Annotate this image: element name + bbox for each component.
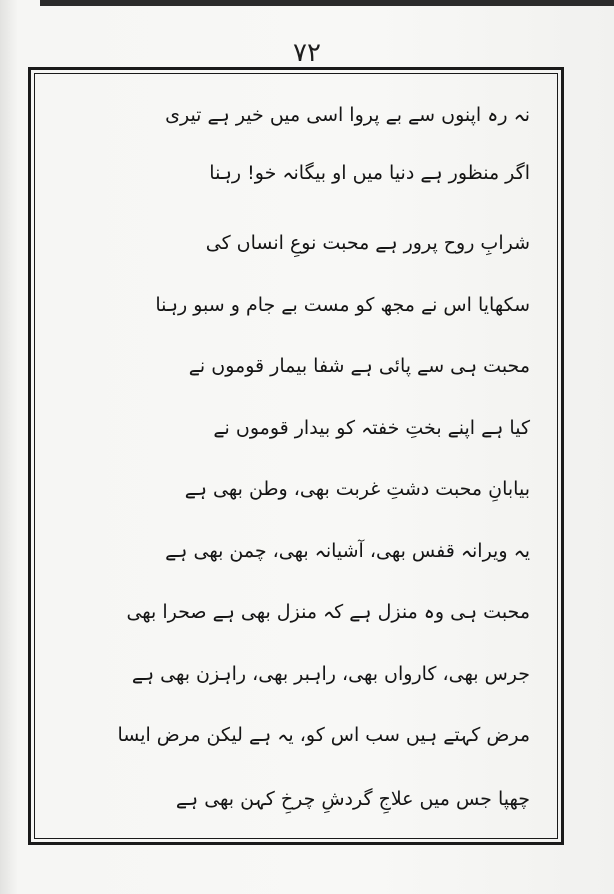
verse-line: مرض کہتے ہیں سب اس کو، یہ ہے لیکن مرض ایسا [117, 724, 530, 746]
verse-line: محبت ہی سے پائی ہے شفا بیمار قوموں نے [188, 355, 530, 377]
verse-line: یہ ویرانہ قفس بھی، آشیانہ بھی، چمن بھی ہے [165, 540, 530, 562]
page-number: ٧٢ [293, 38, 321, 68]
verse-line: اگر منظور ہے دنیا میں او بیگانہ خو! رہنا [209, 162, 530, 184]
verse-line: نہ رہ اپنوں سے بے پروا اسی میں خیر ہے تیری [165, 104, 530, 126]
verse-line: سکھایا اس نے مجھ کو مست بے جام و سبو رہنا [155, 294, 530, 316]
verse-line: چھپا جس میں علاجِ گردشِ چرخِ کہن بھی ہے [175, 788, 530, 810]
verse-line: جرس بھی، کارواں بھی، راہبر بھی، راہزن بھی ہے [131, 663, 530, 685]
verse-line: بیابانِ محبت دشتِ غربت بھی، وطن بھی ہے [184, 478, 530, 500]
scan-top-edge [40, 0, 614, 6]
verse-line: کیا ہے اپنے بختِ خفتہ کو بیدار قوموں نے [213, 417, 530, 439]
verse-line: محبت ہی وہ منزل ہے کہ منزل بھی ہے صحرا بھی [126, 601, 530, 623]
verse-line: شرابِ روح پرور ہے محبت نوعِ انساں کی [205, 232, 530, 254]
